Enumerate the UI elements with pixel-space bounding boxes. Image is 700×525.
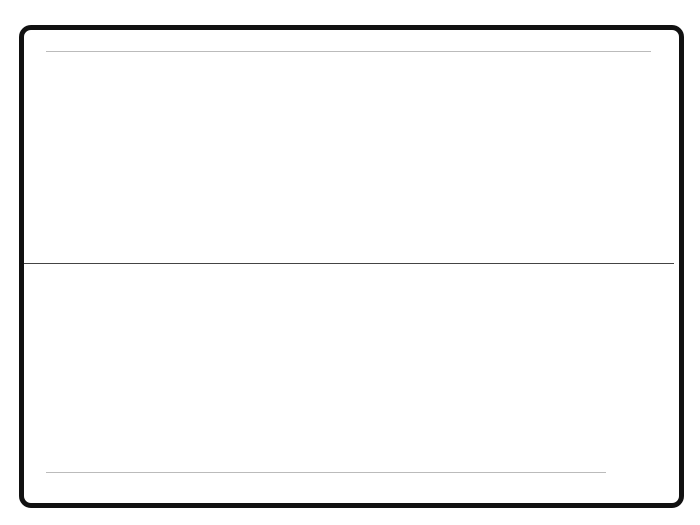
footer-rule: [46, 472, 606, 473]
week-indicator: [608, 463, 655, 483]
planner-frame: [19, 25, 684, 508]
spiral-spine: [24, 263, 674, 264]
header-rule: [46, 51, 651, 52]
